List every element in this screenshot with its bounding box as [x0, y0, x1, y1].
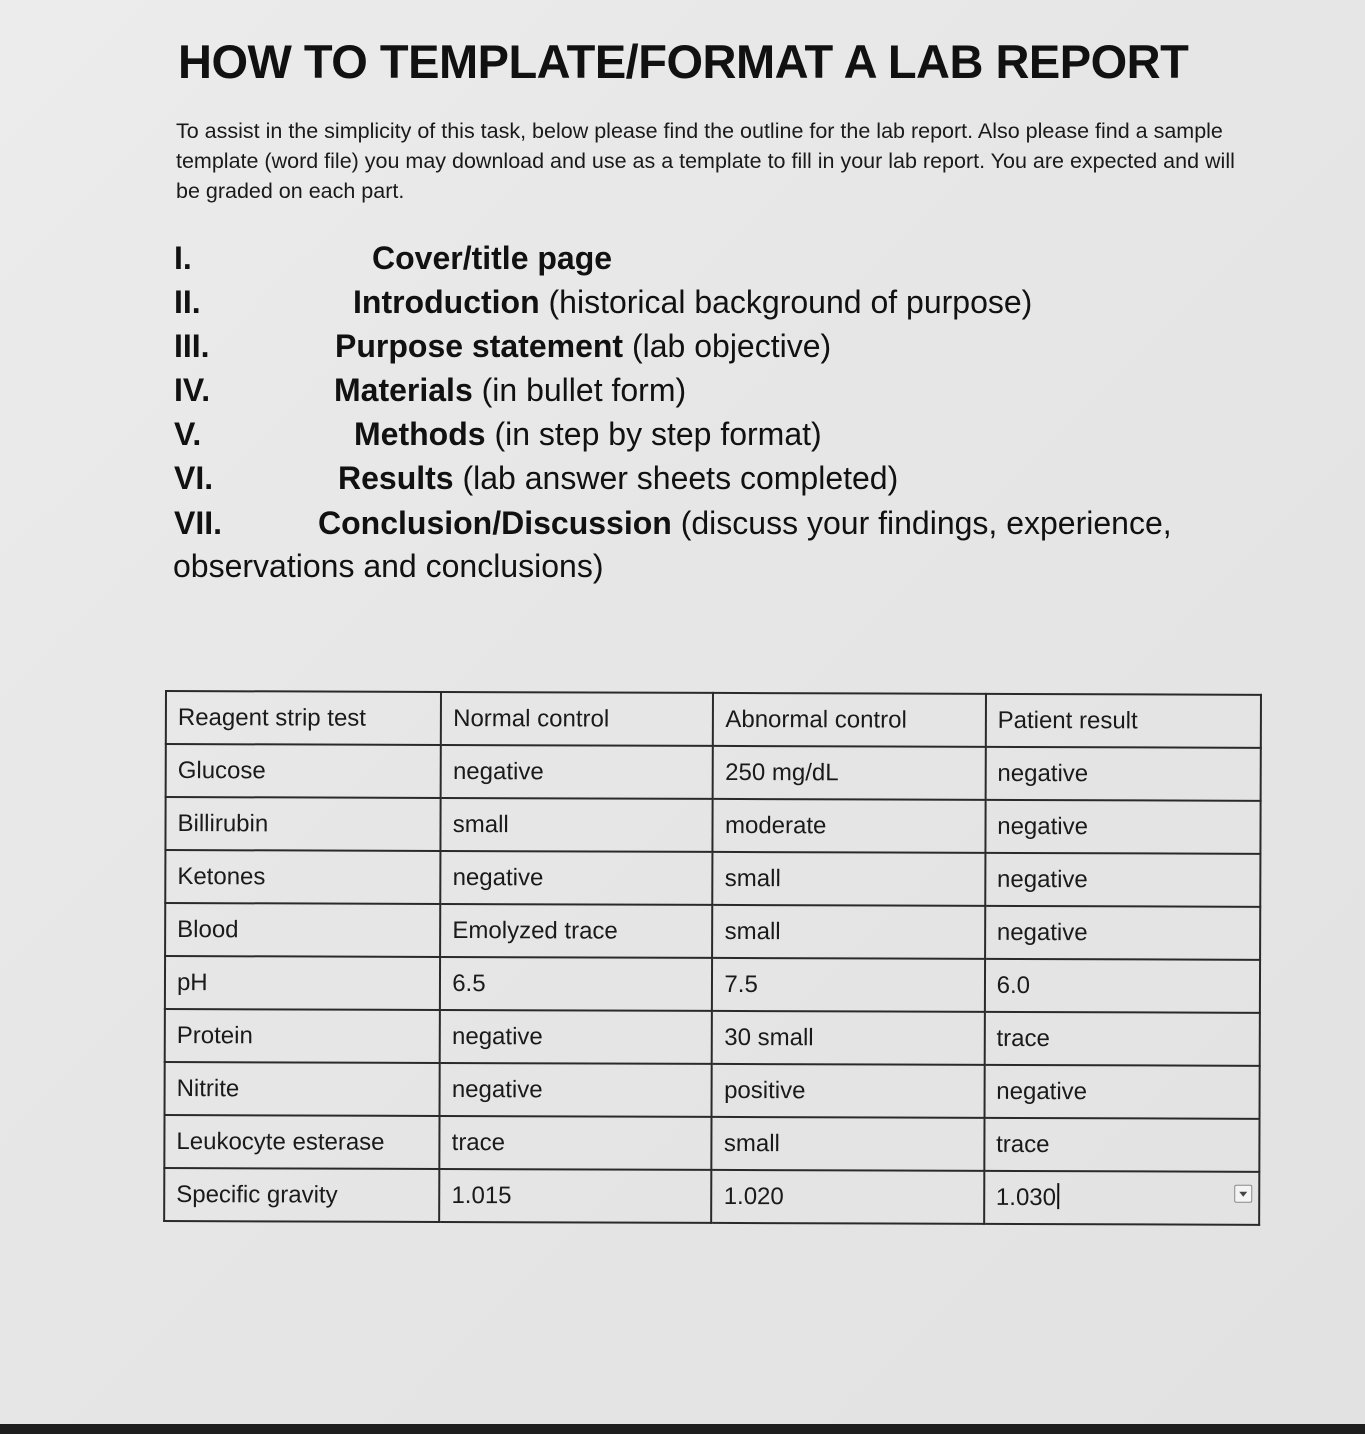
outline-numeral: IV.	[174, 372, 211, 408]
table-row	[165, 1009, 1260, 1066]
text-cursor	[1057, 1183, 1059, 1209]
outline-heading: Purpose statement	[335, 328, 624, 364]
table-cell[interactable]: 1.015	[439, 1169, 711, 1223]
table-cell[interactable]: Leukocyte esterase	[164, 1115, 439, 1169]
table-cell[interactable]: negative	[985, 800, 1260, 854]
table-cell[interactable]: negative	[440, 1063, 712, 1117]
outline-description: (lab answer sheets completed)	[453, 460, 899, 496]
column-header[interactable]: Normal control	[441, 692, 713, 746]
column-header[interactable]: Abnormal control	[713, 693, 985, 747]
outline-continuation: observations and conclusions)	[173, 548, 604, 584]
table-cell[interactable]: small	[713, 905, 985, 959]
outline-numeral: V.	[174, 416, 202, 452]
outline-heading: Materials	[334, 372, 473, 408]
table-cell[interactable]: 30 small	[712, 1011, 984, 1065]
active-table-cell[interactable]	[984, 1171, 1259, 1225]
table-cell[interactable]: negative	[441, 745, 713, 799]
table-cell[interactable]: small	[712, 1117, 984, 1171]
table-row	[166, 744, 1261, 801]
outline-heading: Results	[338, 460, 454, 496]
table-row	[164, 1168, 1259, 1225]
table-row	[165, 797, 1260, 854]
table-cell[interactable]: negative	[985, 906, 1260, 960]
column-header[interactable]: Reagent strip test	[166, 691, 441, 745]
table-cell[interactable]: positive	[712, 1064, 984, 1118]
outline-description: (in step by step format)	[485, 416, 822, 452]
table-cell[interactable]: trace	[440, 1116, 712, 1170]
table-row	[165, 850, 1260, 907]
table-cell[interactable]: negative	[440, 1010, 712, 1064]
screen-bottom-edge	[0, 1424, 1365, 1434]
table-cell[interactable]: Ketones	[165, 850, 440, 904]
table-cell[interactable]: 1.020	[712, 1170, 984, 1224]
table-header-row	[166, 691, 1261, 748]
intro-paragraph: To assist in the simplicity of this task, below please find the outline for the lab report. Also please find a sample template (word file) you may download and use as a template to fill in your lab report. You are expected and will be graded on each part.	[176, 119, 1235, 203]
table-cell[interactable]: 7.5	[712, 958, 984, 1012]
outline-description: (discuss your findings, experience,	[671, 505, 1172, 541]
table-cell[interactable]: pH	[165, 956, 440, 1010]
table-cell[interactable]: 6.0	[985, 959, 1260, 1013]
table-cell[interactable]: Glucose	[166, 744, 441, 798]
table-cell[interactable]: Specific gravity	[164, 1168, 439, 1222]
active-cell-value[interactable]: 1.030	[995, 1183, 1057, 1212]
table-cell[interactable]: trace	[984, 1012, 1259, 1066]
table-cell[interactable]: Emolyzed trace	[440, 904, 712, 958]
outline-numeral: II.	[174, 284, 201, 320]
outline-numeral: III.	[174, 328, 210, 364]
column-header[interactable]: Patient result	[986, 694, 1261, 748]
table-cell[interactable]: Protein	[165, 1009, 440, 1063]
table-row	[165, 903, 1260, 960]
outline-heading: Conclusion/Discussion	[318, 505, 672, 541]
results-table	[163, 690, 1262, 1226]
page-title: HOW TO TEMPLATE/FORMAT A LAB REPORT	[178, 35, 1189, 88]
outline-description: (lab objective)	[623, 328, 832, 364]
table-cell[interactable]: moderate	[713, 799, 985, 853]
outline-heading: Methods	[354, 416, 486, 452]
outline-heading: Cover/title page	[372, 240, 613, 276]
table-cell[interactable]: 6.5	[440, 957, 712, 1011]
table-cell[interactable]: negative	[985, 747, 1260, 801]
outline-heading: Introduction	[353, 284, 540, 320]
table-cell[interactable]: Blood	[165, 903, 440, 957]
chevron-down-icon[interactable]	[1234, 1185, 1252, 1203]
outline-description: (historical background of purpose)	[539, 284, 1033, 320]
outline-numeral: VI.	[174, 460, 214, 496]
table-cell[interactable]: 250 mg/dL	[713, 746, 985, 800]
outline-numeral: VII.	[174, 505, 223, 541]
table-row	[165, 1062, 1260, 1119]
table-cell[interactable]: Billirubin	[165, 797, 440, 851]
table-row	[164, 1115, 1259, 1172]
table-cell[interactable]: negative	[985, 853, 1260, 907]
table-cell[interactable]: small	[713, 852, 985, 906]
table-cell[interactable]: trace	[984, 1118, 1259, 1172]
outline-description: (in bullet form)	[472, 372, 687, 408]
table-cell[interactable]: Nitrite	[165, 1062, 440, 1116]
table-cell[interactable]: negative	[984, 1065, 1259, 1119]
table-cell[interactable]: negative	[441, 851, 713, 905]
table-cell[interactable]: small	[441, 798, 713, 852]
table-row	[165, 956, 1260, 1013]
outline-numeral: I.	[174, 240, 192, 276]
